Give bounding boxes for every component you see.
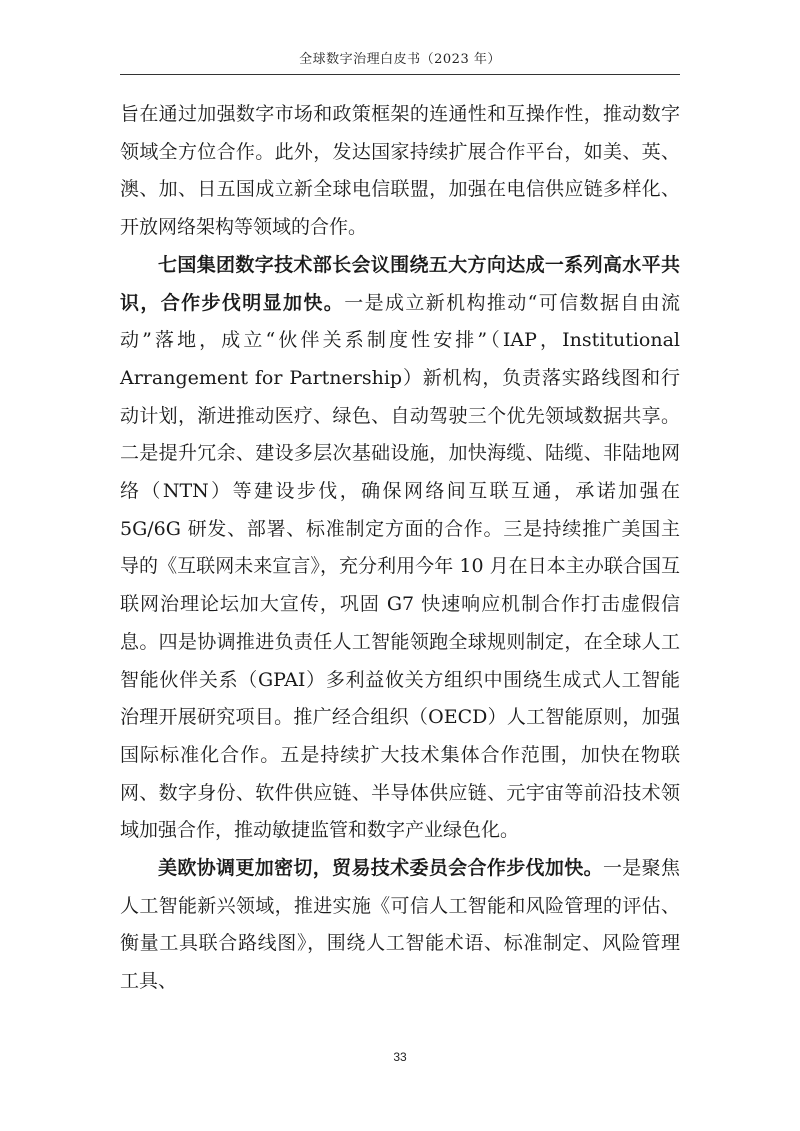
paragraph-text: 旨在通过加强数字市场和政策框架的连通性和互操作性，推动数字领域全方位合作。此外，发达国家持续扩展合作平台，如美、英、澳、加、日五国成立新全球电信联盟，加强在电信供应链多样化、开放网络架构等领域的合作。 [120, 103, 680, 239]
running-header: 全球数字治理白皮书（2023 年） [299, 52, 501, 67]
paragraph-g7-digital-ministers [120, 247, 680, 850]
header-divider [120, 74, 680, 75]
paragraph-continuation [120, 96, 680, 247]
body-text [120, 96, 680, 1001]
paragraph-lead: 美欧协调更加密切，贸易技术委员会合作步伐加快。 [158, 857, 603, 880]
paragraph-lead: 七国集团数字技术部长会议围绕五大方向达成一系列高水平共识，合作步伐明显加快。 [120, 253, 680, 314]
paragraph-text: 一是聚焦人工智能新兴领域，推进实施《可信人工智能和风险管理的评估、衡量工具联合路线图》，围绕人工智能术语、标准制定、风险管理工具、 [120, 857, 680, 993]
page-number: 33 [393, 1050, 407, 1064]
paragraph-us-eu-coordination [120, 850, 680, 1001]
paragraph-text: 一是成立新机构推动“可信数据自由流动”落地，成立“伙伴关系制度性安排”（IAP，Institutional Arrangement for Partnership）新机构，负责落实路线图和行动计划，渐进推动医疗、绿色、自动驾驶三个优先领域数据共享。二是提升冗余、建设多层次基础设施，加快海缆、陆缆、非陆地网络（NTN）等建设步伐，确保网络间互联互通，承诺加强在 5G/6G 研发、部署、标准制定方面的合作。三是持续推广美国主导的《互联网未来宣言》，充分利用今年 10 月在日本主办联合国互联网治理论坛加大宣传，巩固 G7 快速响应机制合作打击虚假信息。四是协调推进负责任人工智能领跑全球规则制定，在全球人工智能伙伴关系（GPAI）多利益攸关方组织中围绕生成式人工智能治理开展研究项目。推广经合组织（OECD）人工智能原则，加强国际标准化合作。五是持续扩大技术集体合作范围，加快在物联网、数字身份、软件供应链、半导体供应链、元宇宙等前沿技术领域加强合作，推动敏捷监管和数字产业绿色化。 [120, 291, 680, 842]
